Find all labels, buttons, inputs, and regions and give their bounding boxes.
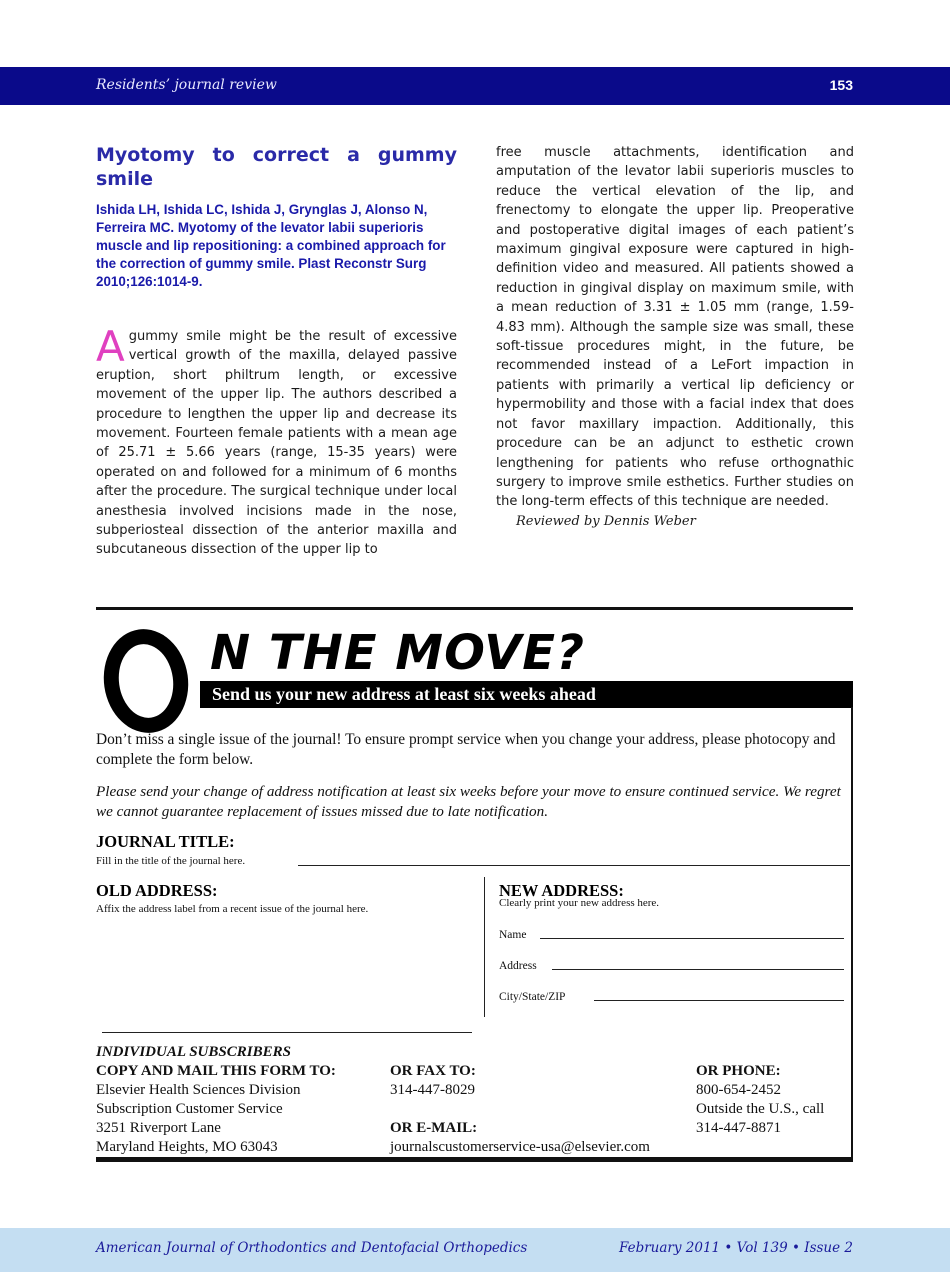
ad-notice: Please send your change of address notification at least six weeks before your move to ensure continued service. We regret we cannot guarantee replacement of issues missed due to late notification.: [96, 783, 841, 820]
reviewer-credit: Reviewed by Dennis Weber: [516, 513, 696, 529]
journal-title-input-line[interactable]: [298, 865, 850, 866]
address-field-label: Address: [499, 960, 537, 972]
mail-line-3: 3251 Riverport Lane: [96, 1120, 221, 1136]
city-field-label: City/State/ZIP: [499, 991, 566, 1003]
article-body-left-text: gummy smile might be the result of excessive vertical growth of the maxilla, delayed passive eruption, short philtrum length, or excessive movement of the upper lip. The authors described a procedure to lengthen the upper lip and decrease its movement. Fourteen female patients with a mean age of 25.71 ± 5.66 years (range, 15-35 years) were operated on and followed for a minimum of 6 months after the procedure. The surgical technique under local anesthesia involved incisions made in the nose, subperiosteal dissection of the anterior maxilla and subcutaneous dissection of the upper lip to: [96, 329, 457, 558]
ad-top-rule: [96, 607, 853, 610]
address-field-line[interactable]: [552, 969, 844, 970]
footer-journal-name: American Journal of Orthodontics and Dentofacial Orthopedics: [96, 1240, 528, 1256]
article-column-left: [96, 143, 457, 560]
mail-line-2: Subscription Customer Service: [96, 1101, 283, 1117]
mail-contact: [96, 1043, 386, 1157]
journal-title-hint: Fill in the title of the journal here.: [96, 855, 246, 867]
address-divider: [484, 877, 485, 1017]
mail-group-label: INDIVIDUAL SUBSCRIBERS: [96, 1044, 291, 1060]
cutout-rule: [102, 1032, 472, 1033]
header-section-title: Residents’ journal review: [96, 77, 277, 93]
big-o-letter-icon: [97, 624, 195, 739]
mail-line-1: Elsevier Health Sciences Division: [96, 1082, 301, 1098]
page-number: 153: [829, 77, 853, 93]
article-title: Myotomy to correct a gummy smile: [96, 144, 457, 190]
email-address[interactable]: journalscustomerservice-usa@elsevier.com: [390, 1139, 650, 1155]
phone-number: 800-654-2452: [696, 1082, 781, 1098]
phone-outside-number: 314-447-8871: [696, 1120, 781, 1136]
name-field-line[interactable]: [540, 938, 844, 939]
drop-cap: A: [96, 322, 125, 371]
ad-right-rule: [851, 707, 853, 1157]
new-address-label: NEW ADDRESS:: [499, 881, 624, 900]
name-field-label: Name: [499, 929, 527, 941]
footer-issue-info: February 2011 • Vol 139 • Issue 2: [618, 1240, 853, 1256]
ad-subheadline-bar: [200, 681, 853, 708]
new-address-hint: Clearly print your new address here.: [499, 897, 660, 909]
mail-heading: COPY AND MAIL THIS FORM TO:: [96, 1063, 336, 1079]
phone-contact: [696, 1062, 846, 1138]
article-column-right: [496, 143, 854, 531]
article-body-left: [96, 322, 457, 560]
ad-bottom-rule: [96, 1157, 853, 1162]
email-heading: OR E-MAIL:: [390, 1120, 478, 1136]
phone-heading: OR PHONE:: [696, 1063, 781, 1079]
old-address-label: OLD ADDRESS:: [96, 881, 218, 900]
article-body-right: free muscle attachments, identification and amputation of the levator labii superioris muscles to reduce the vertical elevation of the lip, and frenectomy to elongate the upper lip. Preoperative and postoperative digital images of each patient’s maximum gingival exposure were captured in high-definition video and measured. All patients showed a reduction in gingival display on maximum smile, with a mean reduction of 3.31 ± 1.05 mm (range, 1.59-4.83 mm). Although the sample size was small, these soft-tissue procedures might, in the future, be recommended instead of a LeFort impaction in patients with primarily a vertical lip deficiency or hypermobility and those with a facial index that does not favor maxillary impaction. Additionally, this procedure can be an adjunct to esthetic crown lengthening for patients who refuse orthognathic surgery to improve smile esthetics. Further studies on the long-term effects of this technique are needed.: [496, 145, 854, 510]
fax-heading: OR FAX TO:: [390, 1063, 476, 1079]
fax-number: 314-447-8029: [390, 1082, 475, 1098]
journal-title-label: JOURNAL TITLE:: [96, 832, 235, 851]
ad-intro: Don’t miss a single issue of the journal! To ensure prompt service when you change your address, please photocopy and complete the form below.: [96, 731, 836, 768]
mail-line-4: Maryland Heights, MO 63043: [96, 1139, 278, 1155]
article-citation: Ishida LH, Ishida LC, Ishida J, Grynglas J, Alonso N, Ferreira MC. Myotomy of the levator labii superioris muscle and lip repositioning: a combined approach for the correction of gummy smile. Plast Reconstr Surg 2010;126:1014-9.: [96, 202, 446, 289]
running-footer: [0, 1228, 950, 1272]
ad-headline: N THE MOVE?: [210, 625, 585, 681]
phone-outside-label: Outside the U.S., call: [696, 1101, 825, 1117]
old-address-hint: Affix the address label from a recent issue of the journal here.: [96, 903, 369, 915]
running-header: [0, 67, 950, 105]
ad-subheadline: Send us your new address at least six weeks ahead: [212, 684, 596, 704]
city-field-line[interactable]: [594, 1000, 844, 1001]
fax-email-contact: [390, 1062, 710, 1157]
address-change-ad: [96, 607, 853, 1162]
